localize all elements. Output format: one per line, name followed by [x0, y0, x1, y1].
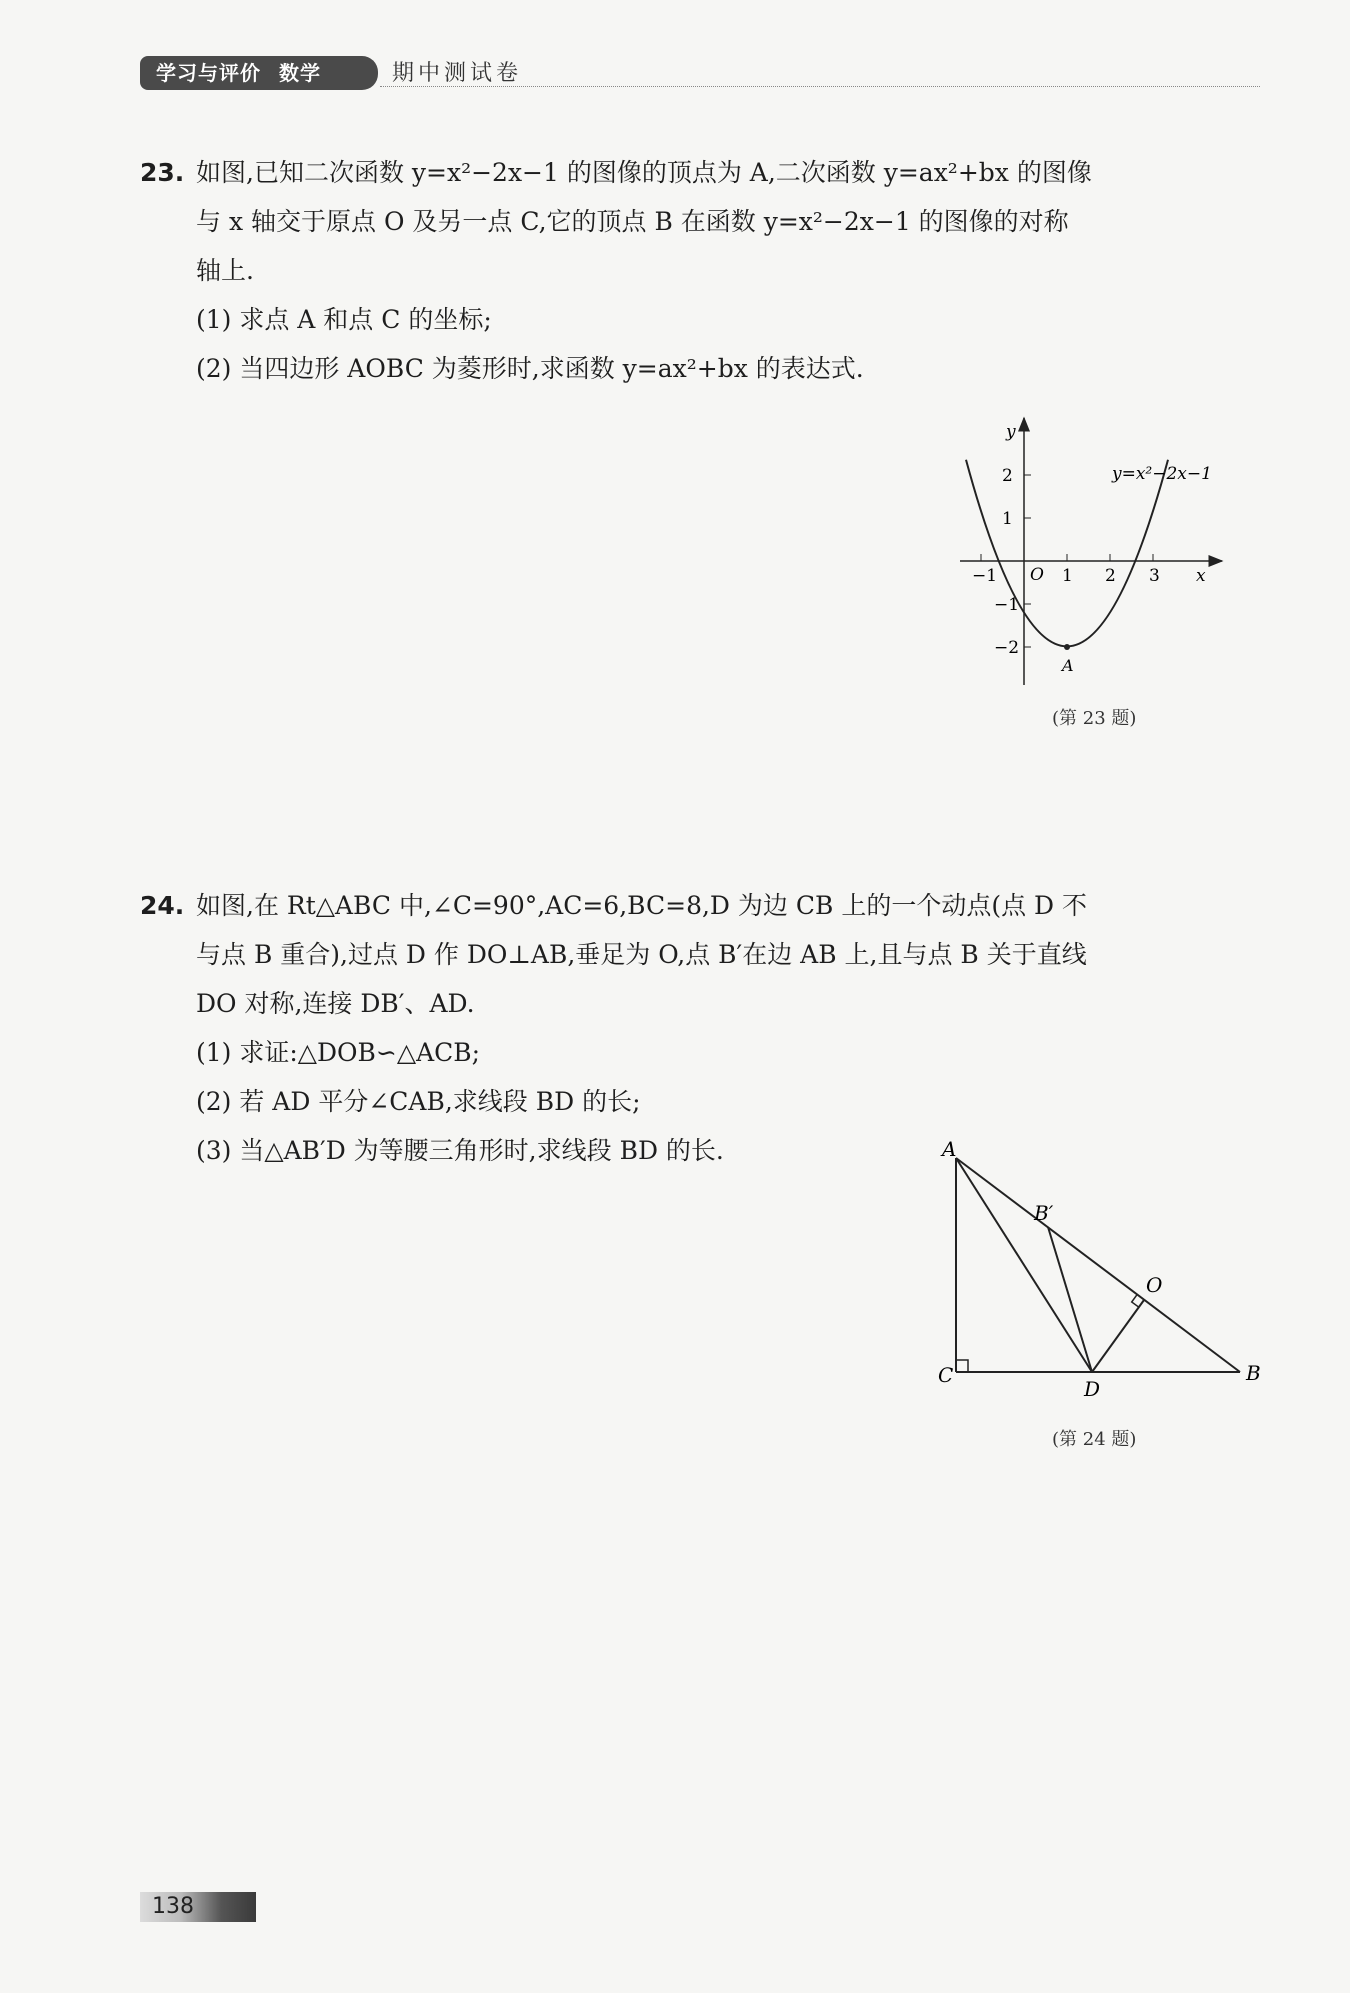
origin-label: O [1030, 565, 1044, 585]
problem-text-line: DO 对称,连接 DB′、AD. [196, 989, 475, 1018]
vertex-label-a: A [942, 1140, 957, 1161]
vertex-label-b: B [1246, 1361, 1261, 1385]
segment-db-prime [1048, 1227, 1092, 1372]
sub-question: (2) 若 AD 平分∠CAB,求线段 BD 的长; [196, 1087, 641, 1116]
point-label-o: O [1146, 1273, 1163, 1297]
figure-24-caption: (第 24 题) [1052, 1429, 1137, 1450]
page-header [140, 56, 1260, 92]
y-tick-label: −2 [994, 638, 1020, 658]
section-title: 期中测试卷 [392, 61, 523, 86]
figure-23-parabola [960, 415, 1250, 695]
parabola-curve [966, 460, 1168, 647]
problem-number: 24. [140, 891, 185, 920]
segment-do [1092, 1300, 1144, 1372]
problem-text-line: 与点 B 重合),过点 D 作 DO⊥AB,垂足为 O,点 B′在边 AB 上,且与点 B 关于直线 [196, 940, 1087, 969]
problem-text-line: 轴上. [196, 256, 254, 285]
book-series-label: 学习与评价 [156, 61, 261, 85]
x-tick-label: 3 [1149, 566, 1160, 586]
vertex-point-a [1064, 644, 1070, 650]
segment-ad [956, 1158, 1092, 1372]
sub-question: (1) 求证:△DOB∽△ACB; [196, 1038, 481, 1067]
figure-24-triangle [930, 1140, 1270, 1400]
figure-23-caption: (第 23 题) [1052, 708, 1137, 729]
page-number-badge [140, 1892, 256, 1922]
point-label-d: D [1084, 1377, 1101, 1400]
point-label-b-prime: B′ [1034, 1201, 1054, 1225]
right-angle-mark-o [1132, 1295, 1139, 1308]
page-number: 138 [152, 1894, 194, 1919]
vertex-label-c: C [938, 1363, 954, 1387]
sub-question: (3) 当△AB′D 为等腰三角形时,求线段 BD 的长. [196, 1136, 724, 1165]
vertex-label: A [1062, 656, 1074, 675]
problem-text-line: 与 x 轴交于原点 O 及另一点 C,它的顶点 B 在函数 y=x²−2x−1 的图像的对称 [196, 207, 1069, 236]
x-tick-label: 1 [1062, 566, 1073, 586]
y-tick-label: −1 [994, 595, 1020, 615]
problem-24 [140, 881, 1260, 1175]
book-tag [140, 56, 378, 90]
function-label: y=x²−2x−1 [1112, 464, 1212, 484]
problem-text-line: 如图,已知二次函数 y=x²−2x−1 的图像的顶点为 A,二次函数 y=ax²+bx 的图像 [196, 158, 1092, 187]
sub-question: (1) 求点 A 和点 C 的坐标; [196, 305, 492, 334]
subject-label: 数学 [279, 61, 321, 85]
x-axis-label: x [1196, 566, 1206, 586]
x-tick-label: −1 [972, 566, 998, 586]
y-axis-label: y [1006, 422, 1016, 442]
y-tick-label: 2 [1002, 466, 1013, 486]
problem-text-line: 如图,在 Rt△ABC 中,∠C=90°,AC=6,BC=8,D 为边 CB 上的一个动点(点 D 不 [196, 891, 1088, 920]
problem-number: 23. [140, 158, 185, 187]
segment-ab [956, 1158, 1240, 1372]
sub-question: (2) 当四边形 AOBC 为菱形时,求函数 y=ax²+bx 的表达式. [196, 354, 864, 383]
right-angle-mark-c [956, 1360, 968, 1372]
y-tick-label: 1 [1002, 509, 1013, 529]
x-tick-label: 2 [1105, 566, 1116, 586]
problem-23 [140, 148, 1260, 393]
